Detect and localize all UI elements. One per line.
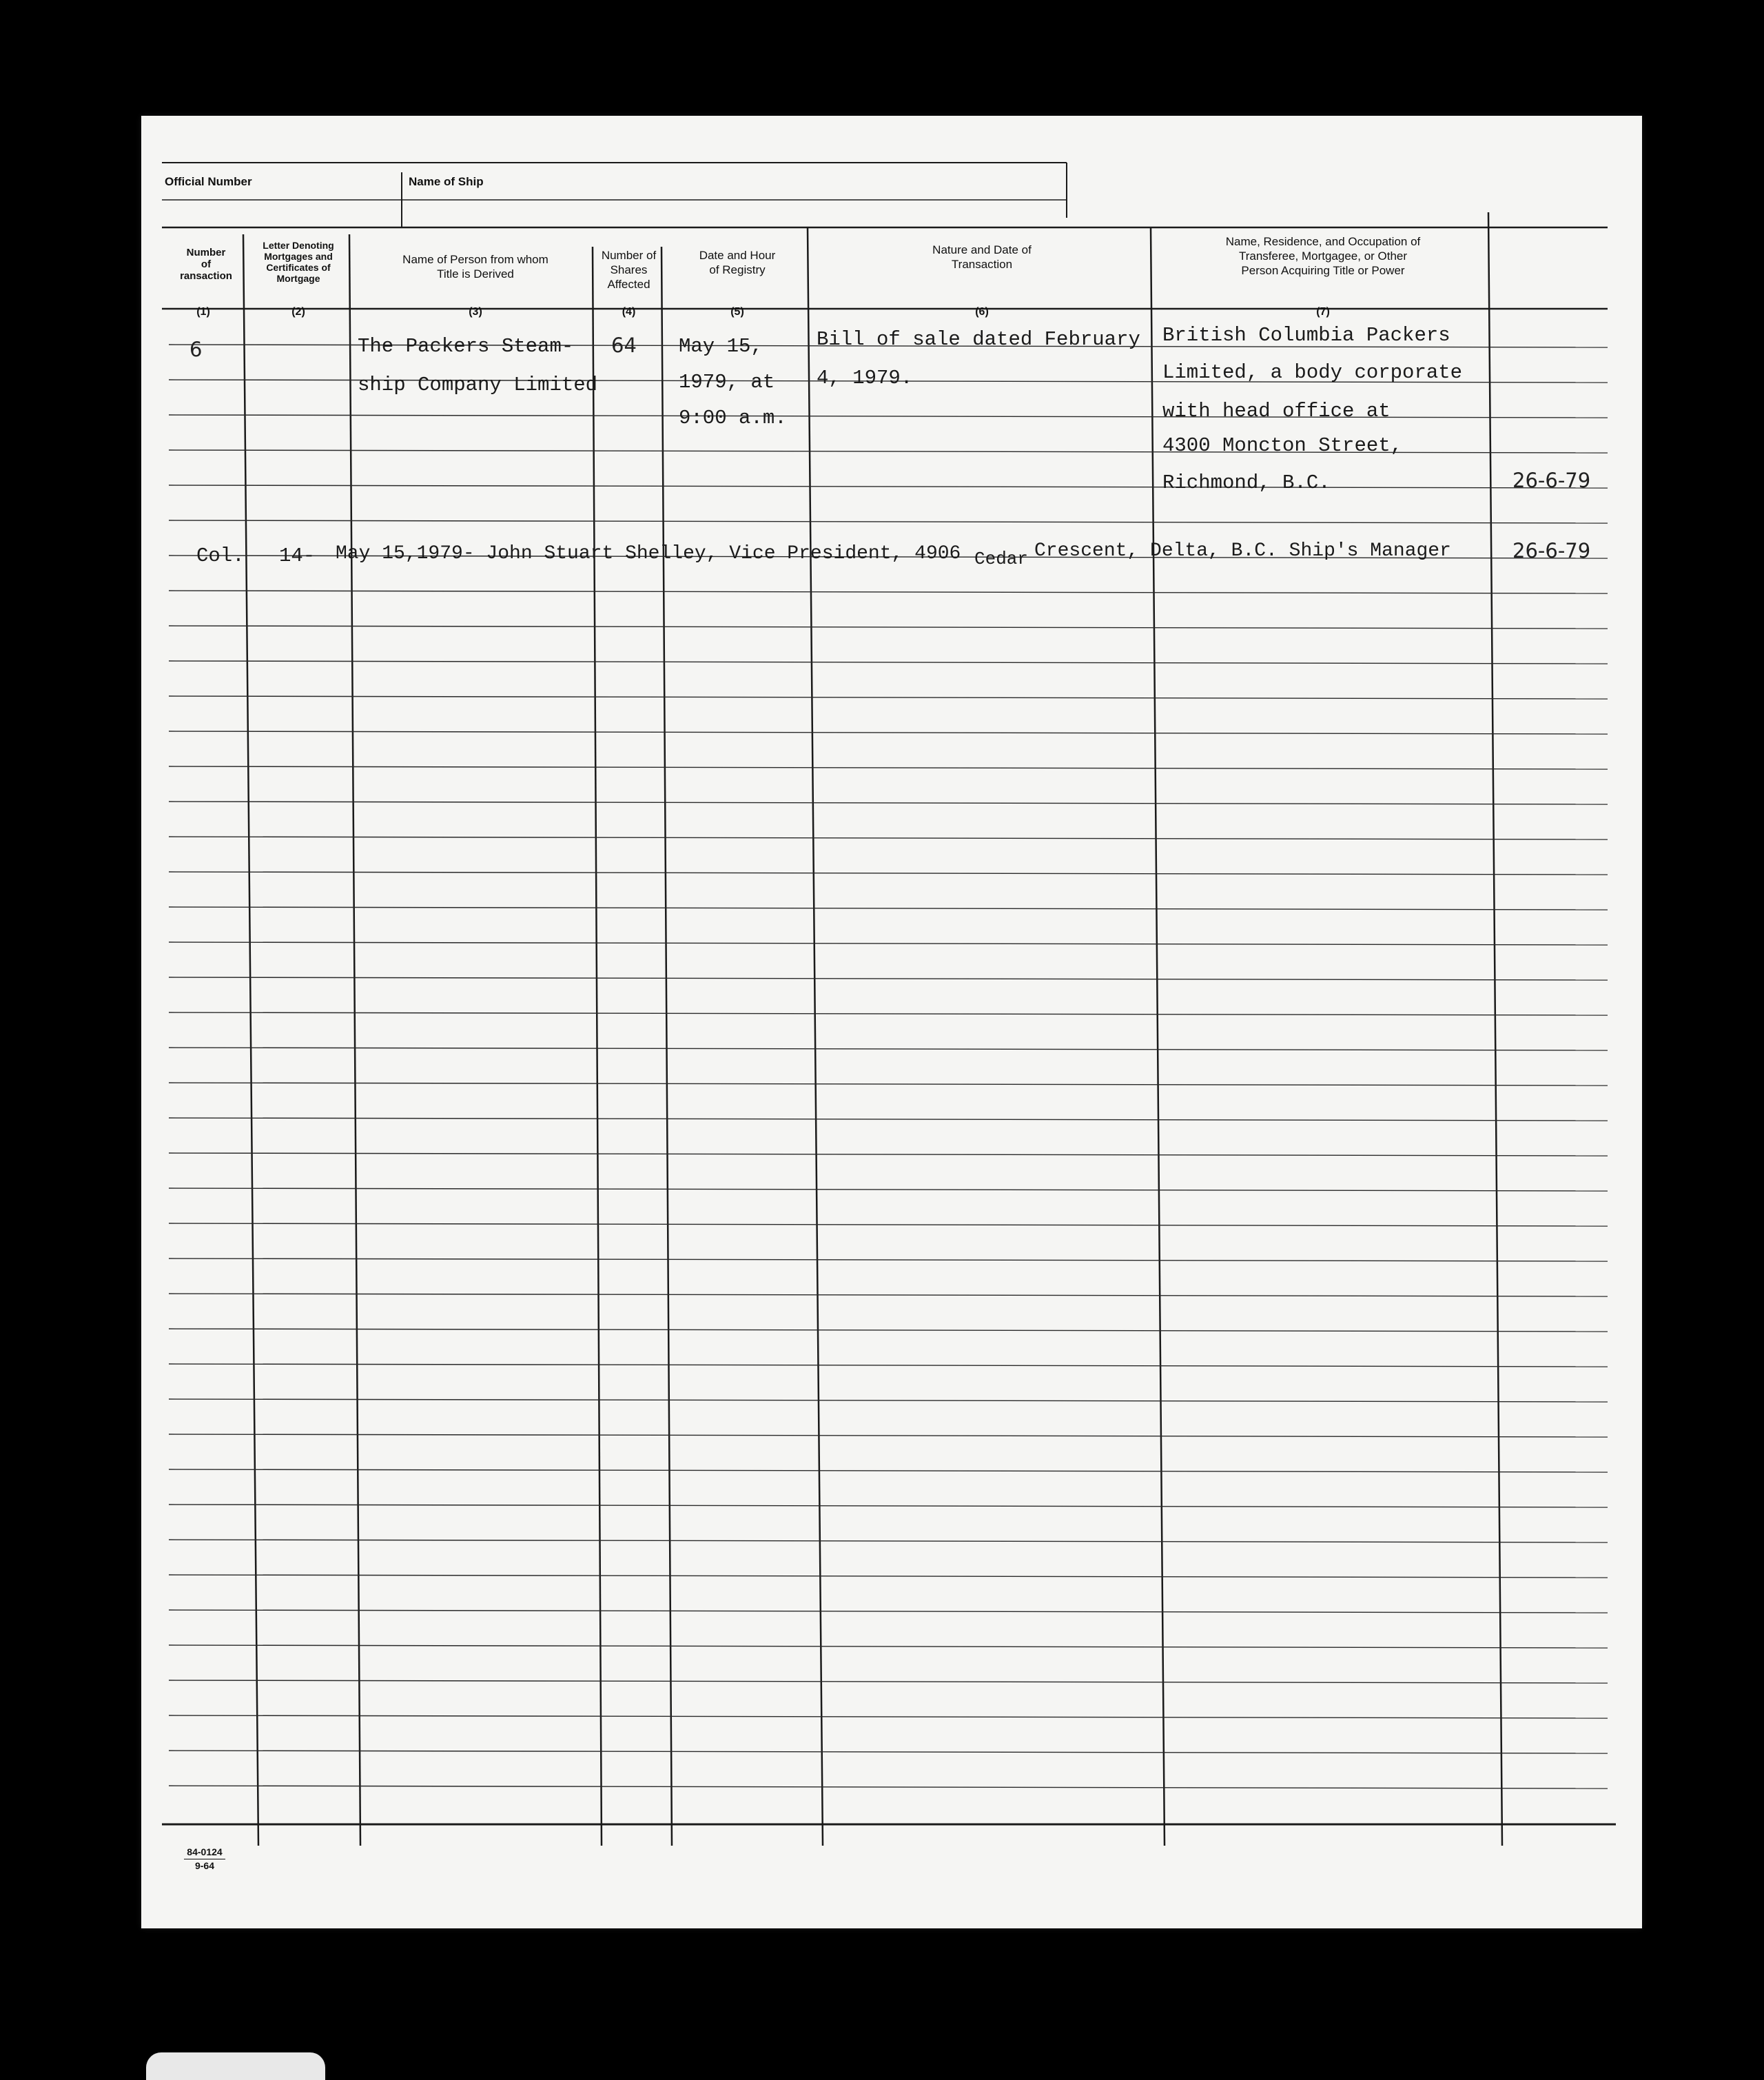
acquirer-line-5: Richmond, B.C.	[1162, 471, 1331, 494]
col7-heading: Name, Residence, and Occupation of Transferee, Mortgagee, or Other Person Acquiring Title or Power	[1225, 235, 1421, 277]
form-code-line-2: 9-64	[194, 1860, 215, 1871]
registry-line-3: 9:00 a.m.	[679, 407, 787, 429]
ruled-line	[169, 766, 1608, 769]
ruled-line	[169, 1575, 1608, 1578]
ruled-line	[169, 1083, 1608, 1085]
ruled-line	[169, 1258, 1608, 1261]
ruled-line	[169, 1645, 1608, 1648]
ruled-line	[169, 907, 1608, 910]
manager-col-ref: Col.	[196, 544, 245, 567]
ruled-line	[169, 1012, 1608, 1015]
manager-entry-cedar: Cedar	[974, 549, 1029, 569]
ruled-line	[169, 1751, 1608, 1753]
ruled-line	[169, 1153, 1608, 1156]
ruled-line	[169, 1469, 1608, 1472]
manager-col-number: 14-	[279, 544, 316, 567]
ruled-line	[169, 1399, 1608, 1402]
manager-entry-text-2: Crescent, Delta, B.C. Ship's Manager	[1034, 540, 1451, 562]
derived-from-line-2: ship Company Limited	[358, 374, 598, 396]
col3-number: (3)	[469, 306, 482, 318]
ruled-line	[169, 1540, 1608, 1542]
ruled-line	[169, 1786, 1608, 1788]
name-of-ship-label: Name of Ship	[409, 175, 484, 188]
ruled-line	[169, 1680, 1608, 1683]
ruled-line	[169, 1048, 1608, 1050]
form-code	[184, 1846, 225, 1873]
ruled-line	[169, 1329, 1608, 1332]
col5-heading: Date and Hour of Registry	[699, 249, 776, 276]
official-number-label: Official Number	[165, 175, 252, 188]
ruled-line	[169, 837, 1608, 839]
acquirer-line-1: British Columbia Packers	[1162, 324, 1450, 347]
ruled-line	[169, 1223, 1608, 1226]
registry-line-1: May 15,	[679, 335, 763, 358]
manager-date-stamp: 26-6-79	[1512, 539, 1591, 562]
ruled-line	[169, 731, 1608, 734]
ruled-line	[169, 591, 1608, 593]
ruled-line	[169, 1188, 1608, 1191]
col6-heading: Nature and Date of Transaction	[932, 243, 1032, 271]
col2-number: (2)	[291, 306, 305, 318]
ruled-line	[169, 415, 1608, 418]
col1-heading: Number of ransaction	[180, 247, 232, 282]
manager-entry-text: May 15,1979- John Stuart Shelley, Vice President, 4906	[336, 543, 961, 564]
acquirer-line-4: 4300 Moncton Street,	[1162, 434, 1403, 457]
ruled-line	[169, 1118, 1608, 1121]
col7-number: (7)	[1316, 306, 1330, 318]
ruled-line	[169, 802, 1608, 804]
ruled-line	[169, 942, 1608, 945]
form-code-line-1: 84-0124	[184, 1846, 225, 1859]
derived-from-line-1: The Packers Steam-	[358, 335, 574, 358]
ruled-line	[169, 1610, 1608, 1613]
ruled-line	[169, 977, 1608, 980]
acquirer-line-2: Limited, a body corporate	[1162, 361, 1463, 384]
transaction-number: 6	[189, 338, 203, 361]
col4-heading: Number of Shares Affected	[601, 249, 657, 291]
col2-heading: Letter Denoting Mortgages and Certificates of Mortgage	[263, 240, 334, 284]
col5-number: (5)	[730, 306, 744, 318]
ruled-line	[169, 485, 1608, 488]
ruled-line	[169, 626, 1608, 629]
ruled-line	[169, 1364, 1608, 1367]
ruled-line	[169, 520, 1608, 523]
ruled-line	[169, 1505, 1608, 1507]
ruled-line	[169, 1294, 1608, 1296]
col1-number: (1)	[196, 306, 210, 318]
register-page	[141, 116, 1642, 1928]
col3-heading: Name of Person from whom Title is Derived	[402, 253, 548, 281]
col6-number: (6)	[975, 306, 989, 318]
ruled-line	[169, 1715, 1608, 1718]
nature-line-1: Bill of sale dated February	[817, 328, 1140, 351]
ruled-line	[169, 661, 1608, 664]
ruled-line	[169, 696, 1608, 699]
ruled-line	[169, 1434, 1608, 1437]
scanner-edge	[146, 2052, 325, 2080]
col4-number: (4)	[622, 306, 636, 318]
entry-date-stamp: 26-6-79	[1512, 469, 1591, 492]
registry-line-2: 1979, at	[679, 371, 775, 394]
ruled-line	[169, 872, 1608, 875]
acquirer-line-3: with head office at	[1162, 400, 1391, 422]
shares-affected: 64	[611, 334, 637, 357]
nature-line-2: 4, 1979.	[817, 367, 913, 389]
